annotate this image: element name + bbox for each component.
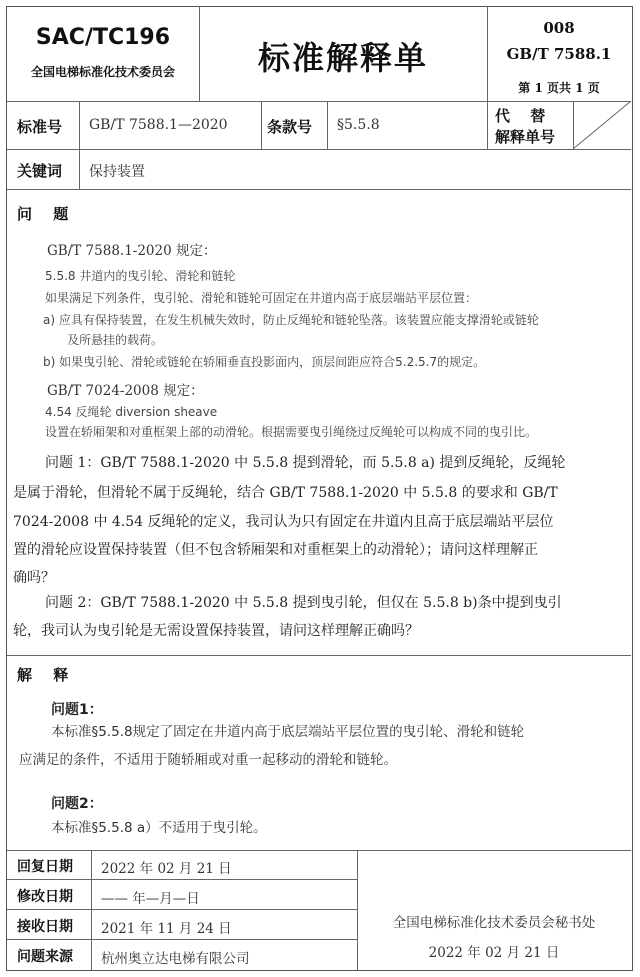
org-name: 全国电梯标准化技术委员会 bbox=[30, 65, 175, 79]
info-divider-1 bbox=[79, 101, 80, 149]
question-1-line: 置的滑轮应设置保持装置（但不包含轿厢架和对重框架上的动滑轮）；请问这样理解正 bbox=[13, 542, 538, 558]
question-quote-line: GB/T 7588.1-2020 规定： bbox=[47, 243, 217, 259]
footer-row-line bbox=[7, 879, 357, 880]
header-bottom-line bbox=[7, 101, 631, 102]
question-quote-line: 4.54 反绳轮 diversion sheave bbox=[45, 405, 218, 419]
clause-number-value: §5.5.8 bbox=[337, 117, 380, 133]
empty-cell-slash bbox=[573, 101, 631, 149]
answer-2-line: 本标准§5.5.8 a）不适用于曳引轮。 bbox=[51, 820, 267, 836]
question-quote-line: GB/T 7024-2008 规定： bbox=[47, 383, 204, 399]
document-title: 标准解释单 bbox=[257, 39, 428, 77]
footer-row-line bbox=[7, 909, 357, 910]
issuer-name: 全国电梯标准化技术委员会秘书处 bbox=[392, 915, 596, 931]
reply-date-value: 2022 年 02 月 21 日 bbox=[101, 861, 232, 877]
standard-number-label: 标准号 bbox=[17, 118, 63, 136]
keyword-bottom-line bbox=[7, 189, 631, 190]
interpretation-sheet bbox=[6, 6, 633, 971]
explanation-bottom-line bbox=[7, 850, 631, 851]
keyword-label: 关键词 bbox=[17, 162, 63, 180]
info-divider-4 bbox=[487, 101, 488, 149]
revision-date-value: —— 年—月—日 bbox=[101, 891, 200, 907]
question-2-line: 问题 2：GB/T 7588.1-2020 中 5.5.8 提到曳引轮，但仅在 5.5.8 b)条中提到曳引 bbox=[45, 595, 562, 611]
received-date-label: 接收日期 bbox=[17, 919, 73, 935]
keyword-divider bbox=[79, 149, 80, 189]
question-1-line: 问题 1：GB/T 7588.1-2020 中 5.5.8 提到滑轮，而 5.5.8 a) 提到反绳轮，反绳轮 bbox=[45, 455, 566, 471]
keyword-value: 保持装置 bbox=[89, 164, 145, 180]
question-1-line: 是属于滑轮，但滑轮不属于反绳轮，结合 GB/T 7588.1-2020 中 5.5.8 的要求和 GB/T bbox=[13, 485, 558, 501]
replace-label-line1: 代 替 bbox=[495, 107, 546, 125]
answer-1-line: 应满足的条件，不适用于随轿厢或对重一起移动的滑轮和链轮。 bbox=[19, 752, 397, 768]
reply-date-label: 回复日期 bbox=[17, 859, 73, 875]
issue-date: 2022 年 02 月 21 日 bbox=[428, 945, 560, 961]
clause-number-label: 条款号 bbox=[267, 118, 313, 136]
footer-label-divider bbox=[91, 850, 92, 970]
question-source-value: 杭州奥立达电梯有限公司 bbox=[101, 951, 250, 967]
question-heading: 问 题 bbox=[17, 205, 77, 223]
question-quote-line: 及所悬挂的载荷。 bbox=[67, 333, 164, 347]
received-date-value: 2021 年 11 月 24 日 bbox=[101, 921, 232, 937]
info-divider-2 bbox=[261, 101, 262, 149]
question-source-label: 问题来源 bbox=[17, 949, 73, 965]
org-code: SAC/TC196 bbox=[35, 25, 171, 50]
question-2-line: 轮，我司认为曳引轮是无需设置保持装置，请问这样理解正确吗？ bbox=[13, 623, 419, 639]
info-bottom-line bbox=[7, 149, 631, 150]
explanation-heading: 解 释 bbox=[17, 666, 77, 684]
standard-number-value: GB/T 7588.1—2020 bbox=[89, 117, 228, 133]
revision-date-label: 修改日期 bbox=[17, 889, 73, 905]
footer-row-line bbox=[7, 939, 357, 940]
replace-label-line2: 解释单号 bbox=[495, 128, 556, 146]
info-divider-3 bbox=[327, 101, 328, 149]
answer-1-title: 问题1： bbox=[51, 702, 103, 718]
doc-number: 008 bbox=[543, 19, 575, 37]
answer-2-title: 问题2： bbox=[51, 796, 103, 812]
question-bottom-line bbox=[7, 655, 631, 656]
question-1-line: 确吗？ bbox=[13, 570, 55, 586]
answer-1-line: 本标准§5.5.8规定了固定在井道内高于底层端站平层位置的曳引轮、滑轮和链轮 bbox=[51, 724, 525, 740]
question-quote-line: b) 如果曳引轮、滑轮或链轮在轿厢垂直投影面内，顶层间距应符合5.2.5.7的规定。 bbox=[43, 355, 486, 369]
question-quote-line: 5.5.8 井道内的曳引轮、滑轮和链轮 bbox=[45, 269, 236, 283]
question-quote-line: 如果满足下列条件，曳引轮、滑轮和链轮可固定在井道内高于底层端站平层位置： bbox=[45, 291, 478, 305]
page-info: 第 1 页共 1 页 bbox=[518, 81, 600, 95]
standard-reference: GB/T 7588.1 bbox=[506, 45, 612, 63]
question-quote-line: 设置在轿厢架和对重框架上部的动滑轮。根据需要曳引绳绕过反绳轮可以构成不同的曳引比。 bbox=[45, 425, 538, 439]
question-quote-line: a) 应具有保持装置，在发生机械失效时，防止反绳轮和链轮坠落。该装置应能支撑滑轮或链轮 bbox=[43, 313, 539, 327]
question-1-line: 7024-2008 中 4.54 反绳轮的定义，我司认为只有固定在井道内且高于底层端站平层位 bbox=[13, 514, 554, 530]
